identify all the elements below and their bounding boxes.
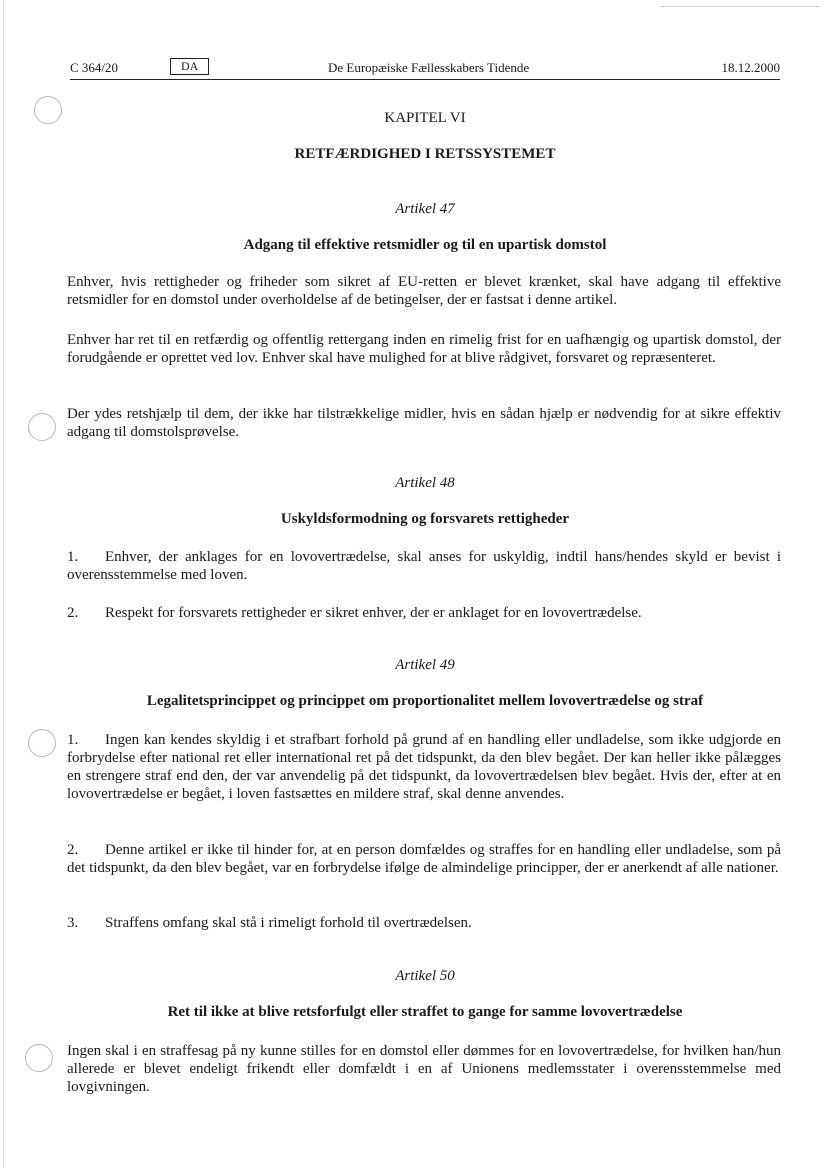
paragraph-number: 1.: [67, 732, 79, 748]
article-title: Adgang til effektive retsmidler og til en upartisk domstol: [243, 237, 607, 253]
page-header: [70, 58, 780, 78]
punch-hole-icon: [34, 96, 62, 124]
article-paragraph: 1. Ingen kan kendes skyldig i et strafbart forhold på grund af en handling eller undladelse, som ikke udgjorde en forbrydelse efter national ret eller international ret på det tidspunkt, da den blev begået. Der kan heller ikke pålægges en strengere straf end den, der var anvendelig på det tidspunkt, da lovovertrædelsen blev begået. Hvis der, efter at en lovovertrædelse er begået, i loven fastsættes en mildere straf, skal denne anvendes.: [67, 732, 781, 802]
article-number: Artikel 48: [395, 475, 455, 491]
article-number: Artikel 50: [395, 968, 455, 984]
article-paragraph: 2. Denne artikel er ikke til hinder for, at en person domfældes og straffes for en handling eller undladelse, som på det tidspunkt, da den blev begået, var en forbrydelse ifølge de almindelige principper, der er anerkendt af alle nationer.: [67, 842, 781, 876]
punch-hole-icon: [25, 1044, 53, 1072]
article-paragraph: Enhver, hvis rettigheder og friheder som sikret af EU-retten er blevet krænket, skal have adgang til effektive retsmidler for en domstol under overholdelse af de betingelser, der er fastsat i denne artikel.: [67, 274, 781, 308]
paragraph-number: 2.: [67, 842, 79, 858]
scan-left-edge: [3, 0, 4, 1168]
paragraph-number: 2.: [67, 605, 79, 621]
language-badge: DA: [170, 58, 209, 75]
article-paragraph: 1. Enhver, der anklages for en lovovertrædelse, skal anses for uskyldig, indtil hans/hendes skyld er bevist i overensstemmelse med loven.: [67, 549, 781, 583]
article-number: Artikel 47: [395, 201, 455, 217]
chapter-number: KAPITEL VI: [384, 110, 466, 126]
page-reference: C 364/20: [70, 60, 119, 75]
article-paragraph: 2. Respekt for forsvarets rettigheder er sikret enhver, der er anklaget for en lovovertrædelse.: [67, 605, 642, 621]
article-title: Uskyldsformodning og forsvarets rettigheder: [280, 511, 570, 527]
paragraph-number: 3.: [67, 915, 79, 931]
header-divider: [70, 79, 780, 80]
article-number: Artikel 49: [395, 657, 455, 673]
article-title: Ret til ikke at blive retsforfulgt eller straffet to gange for samme lovovertrædelse: [167, 1004, 683, 1020]
article-paragraph: Der ydes retshjælp til dem, der ikke har tilstrækkelige midler, hvis en sådan hjælp er nødvendig for at sikre effektiv adgang til domstolsprøvelse.: [67, 406, 781, 440]
punch-hole-icon: [28, 413, 56, 441]
article-paragraph: 3. Straffens omfang skal stå i rimeligt forhold til overtrædelsen.: [67, 915, 472, 931]
article-title: Legalitetsprincippet og princippet om proportionalitet mellem lovovertrædelse og straf: [146, 693, 704, 709]
journal-title: De Europæiske Fællesskabers Tidende: [328, 60, 530, 75]
article-paragraph: Enhver har ret til en retfærdig og offentlig rettergang inden en rimelig frist for en uafhængig og upartisk domstol, der forudgående er oprettet ved lov. Enhver skal have mulighed for at blive rådgivet, forsvaret og repræsenteret.: [67, 332, 781, 366]
scan-edge-line: [660, 6, 820, 7]
paragraph-number: 1.: [67, 549, 79, 565]
article-paragraph: Ingen skal i en straffesag på ny kunne stilles for en domstol eller dømmes for en lovovertrædelse, for hvilken han/hun allerede er blevet endeligt frikendt eller domfældt i en af Unionens medlemsstater i overensstemmelse med lovgivningen.: [67, 1043, 781, 1095]
punch-hole-icon: [28, 729, 56, 757]
chapter-title: RETFÆRDIGHED I RETSSYSTEMET: [294, 146, 556, 162]
publication-date: 18.12.2000: [721, 60, 780, 75]
